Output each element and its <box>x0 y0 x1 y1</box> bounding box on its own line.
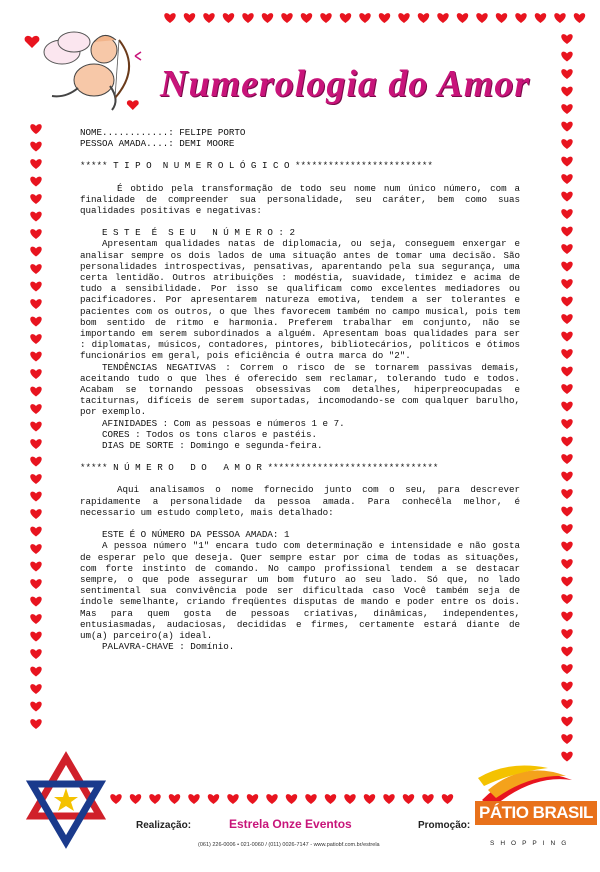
heart-icon <box>561 717 572 727</box>
heart-icon <box>262 13 273 23</box>
heart-icon <box>325 794 336 804</box>
heart-icon <box>130 794 141 804</box>
heart-icon <box>561 157 572 167</box>
heart-icon <box>561 402 572 412</box>
heart-icon <box>561 507 572 517</box>
heart-icon <box>30 247 41 257</box>
heart-icon <box>30 614 41 624</box>
heart-icon <box>30 352 41 362</box>
heart-icon <box>364 794 375 804</box>
heart-icon <box>164 13 175 23</box>
heart-icon <box>561 734 572 744</box>
heart-icon <box>30 317 41 327</box>
heart-icon <box>30 667 41 677</box>
loved-label: PESSOA AMADA....: <box>80 138 174 150</box>
heart-icon <box>554 13 565 23</box>
heart-icon <box>561 139 572 149</box>
heart-icon <box>476 13 487 23</box>
heart-icon <box>30 719 41 729</box>
negative-tendencies: TENDÊNCIAS NEGATIVAS : Correm o risco de se tornarem passivas demais, aceitando tudo o que lhes é oferecido sem reclamar, tolerando tudo e todos. Acabam se tornando pessoas obsessivas com detalhes, hiperpreocupadas e taciturnas, difíceis de serem suportadas, incomodando-se com qualquer barulho, por exemplo. <box>80 361 520 418</box>
heart-icon <box>208 794 219 804</box>
heart-icon <box>30 684 41 694</box>
heart-icon <box>561 104 572 114</box>
heart-icon <box>30 229 41 239</box>
heart-icon <box>561 279 572 289</box>
affinities: AFINIDADES : Com as pessoas e números 1 e 7. <box>102 417 345 429</box>
heart-icon <box>30 177 41 187</box>
your-number-line: E S T E É S E U N Ú M E R O : 2 <box>102 227 295 239</box>
heart-icon <box>561 647 572 657</box>
heart-icon <box>301 13 312 23</box>
heart-icon <box>515 13 526 23</box>
heart-icon <box>30 632 41 642</box>
heart-icon <box>457 13 468 23</box>
heart-icon <box>30 194 41 204</box>
heart-icon <box>561 664 572 674</box>
heart-icon <box>30 597 41 607</box>
page-title: Numerologia do Amor <box>160 63 531 105</box>
heart-icon <box>30 212 41 222</box>
heart-icon <box>574 13 585 23</box>
heart-icon <box>496 13 507 23</box>
heart-icon <box>286 794 297 804</box>
contact-info: (061) 226-0006 • 021-0060 / (011) 0026-7147 - www.patiobf.com.br/estrela <box>198 842 380 848</box>
heart-icon <box>320 13 331 23</box>
section-header-love-number: ***** N Ú M E R O D O A M O R ******************************* <box>80 462 439 474</box>
section1-intro: É obtido pela transformação de todo seu nome num único número, com a finalidade de compreender sua personalidade, seu caráter, bem como suas qualidades positivas e negativas: <box>80 182 520 217</box>
heart-icon <box>266 794 277 804</box>
heart-icon <box>561 34 572 44</box>
heart-icon <box>30 264 41 274</box>
heart-icon <box>359 13 370 23</box>
heart-icon <box>561 244 572 254</box>
name-label: NOME............: <box>80 127 174 138</box>
heart-icon <box>30 404 41 414</box>
heart-icon <box>398 13 409 23</box>
heart-icon <box>561 122 572 132</box>
star-of-david-logo-icon <box>26 750 106 850</box>
heart-icon <box>188 794 199 804</box>
heart-icon <box>422 794 433 804</box>
heart-icon <box>561 314 572 324</box>
heart-icon <box>169 794 180 804</box>
heart-icon <box>30 439 41 449</box>
heart-icon <box>561 524 572 534</box>
heart-icon <box>561 52 572 62</box>
heart-icon <box>30 422 41 432</box>
heart-icon <box>305 794 316 804</box>
promocao-label: Promoção: <box>418 820 471 831</box>
heart-icon <box>30 142 41 152</box>
heart-icon <box>30 579 41 589</box>
heart-icon <box>30 474 41 484</box>
heart-icon <box>561 577 572 587</box>
organizer-name: Estrela Onze Eventos <box>229 817 352 831</box>
heart-icon <box>561 489 572 499</box>
sponsor-name: PÁTIO BRASIL <box>475 801 597 825</box>
heart-icon <box>437 13 448 23</box>
heart-icon <box>561 297 572 307</box>
heart-icon <box>561 699 572 709</box>
heart-icon <box>203 13 214 23</box>
heart-icon <box>561 437 572 447</box>
name-value: FELIPE PORTO <box>179 127 246 138</box>
lucky-days: DIAS DE SORTE : Domingo e segunda-feira. <box>102 440 323 452</box>
heart-icon <box>30 492 41 502</box>
heart-icon <box>561 384 572 394</box>
section2-intro: Aqui analisamos o nome fornecido junto com o seu, para descrever rapidamente a personalidade da pessoa amada. Para conhecêla melhor, é necessario um estudo completo, mais detalhado: <box>80 484 520 518</box>
heart-icon <box>561 192 572 202</box>
heart-icon <box>30 457 41 467</box>
heart-icon <box>149 794 160 804</box>
heart-icon <box>561 367 572 377</box>
heart-icon <box>561 612 572 622</box>
number-description: Apresentam qualidades natas de diplomacia, ou seja, conseguem enxergar e analisar sempre os dois lados de uma situação antes de tomar uma decisão. São personalidades introspectivas, pensativas, aparentando pela sua segurança, uma certa lentidão. Outros atribuições : modéstia, suavidade, timidez e acima de tudo a sensibilidade. Por isso se qualificam como excelentes mediadores ou pacificadores. Por apresentarem natureza emotiva, tendem a ser tolerantes e pacientes com os outros, o que lhes favorecem também no campo musical, pois tem bom sentido de ritmo e harmonia. Preferem trabalhar em conjunto, não se importando em serem subordinados a alguém. Apresentam boas qualidades para ser : diplomatas, músicos, contadores, pintores, bibliotecários, políticos e ótimos funcionários em geral, pois eficiência é outra marca do "2". <box>80 238 520 362</box>
heart-icon <box>561 419 572 429</box>
heart-icon <box>30 282 41 292</box>
heart-icon <box>30 649 41 659</box>
person-name-line <box>80 127 520 138</box>
heart-icon <box>242 13 253 23</box>
heart-icon <box>30 299 41 309</box>
heart-icon <box>561 209 572 219</box>
colors: CORES : Todos os tons claros e pastéis. <box>102 428 318 440</box>
loved-person-line <box>80 138 520 149</box>
loved-number-line: ESTE É O NÚMERO DA PESSOA AMADA: 1 <box>102 529 290 541</box>
heart-icon <box>561 542 572 552</box>
keyword: PALAVRA-CHAVE : Domínio. <box>102 641 235 653</box>
heart-icon <box>442 794 453 804</box>
heart-icon <box>30 527 41 537</box>
heart-icon <box>30 159 41 169</box>
heart-icon <box>30 334 41 344</box>
loved-value: DEMI MOORE <box>179 138 235 150</box>
heart-icon <box>535 13 546 23</box>
heart-icon <box>561 559 572 569</box>
heart-icon <box>30 124 41 134</box>
heart-icon <box>340 13 351 23</box>
heart-icon <box>561 69 572 79</box>
heart-icon <box>30 387 41 397</box>
heart-icon <box>223 13 234 23</box>
heart-icon <box>561 349 572 359</box>
heart-icon <box>30 509 41 519</box>
heart-icon <box>561 629 572 639</box>
heart-icon <box>561 472 572 482</box>
heart-icon <box>561 262 572 272</box>
heart-icon <box>30 562 41 572</box>
heart-icon <box>403 794 414 804</box>
heart-icon <box>281 13 292 23</box>
heart-icon <box>561 87 572 97</box>
heart-icon <box>227 794 238 804</box>
heart-icon <box>30 369 41 379</box>
heart-icon <box>561 174 572 184</box>
heart-icon <box>418 13 429 23</box>
heart-icon <box>561 454 572 464</box>
heart-icon <box>184 13 195 23</box>
loved-number-description: A pessoa número "1" encara tudo com determinação e intensidade e não gosta de esperar pelo que deseja. Quer sempre estar por cima de todas as situações, com forte instinto de comando. No campo profissional tendem a se destacar sempre, o que pode assegurar um bom futuro ao seu lado. Só que, no lado sentimental sua convivência pode ser dificultada caso Você também seja de índole semelhante, criando freqüentes disputas de mando e poder entre os dois. Mas para quem gosta de pessoas criativas, dinâmicas, independentes, entusiasmadas, audaciosas, decididas e firmes, certamente estará diante de um(a) parceiro(a) ideal. <box>80 540 520 641</box>
section-header-numerology-type: ***** T I P O N U M E R O L Ó G I C O ************************* <box>80 160 433 172</box>
numerology-report <box>80 127 520 652</box>
realizacao-label: Realização: <box>136 820 192 831</box>
sponsor-subtitle: SHOPPING <box>490 840 573 847</box>
heart-icon <box>30 702 41 712</box>
heart-icon <box>30 544 41 554</box>
heart-icon <box>383 794 394 804</box>
heart-icon <box>379 13 390 23</box>
heart-icon <box>561 594 572 604</box>
cupid-icon <box>24 22 154 118</box>
heart-icon <box>561 227 572 237</box>
heart-icon <box>110 794 121 804</box>
heart-icon <box>247 794 258 804</box>
heart-icon <box>561 332 572 342</box>
heart-icon <box>561 682 572 692</box>
heart-icon <box>344 794 355 804</box>
